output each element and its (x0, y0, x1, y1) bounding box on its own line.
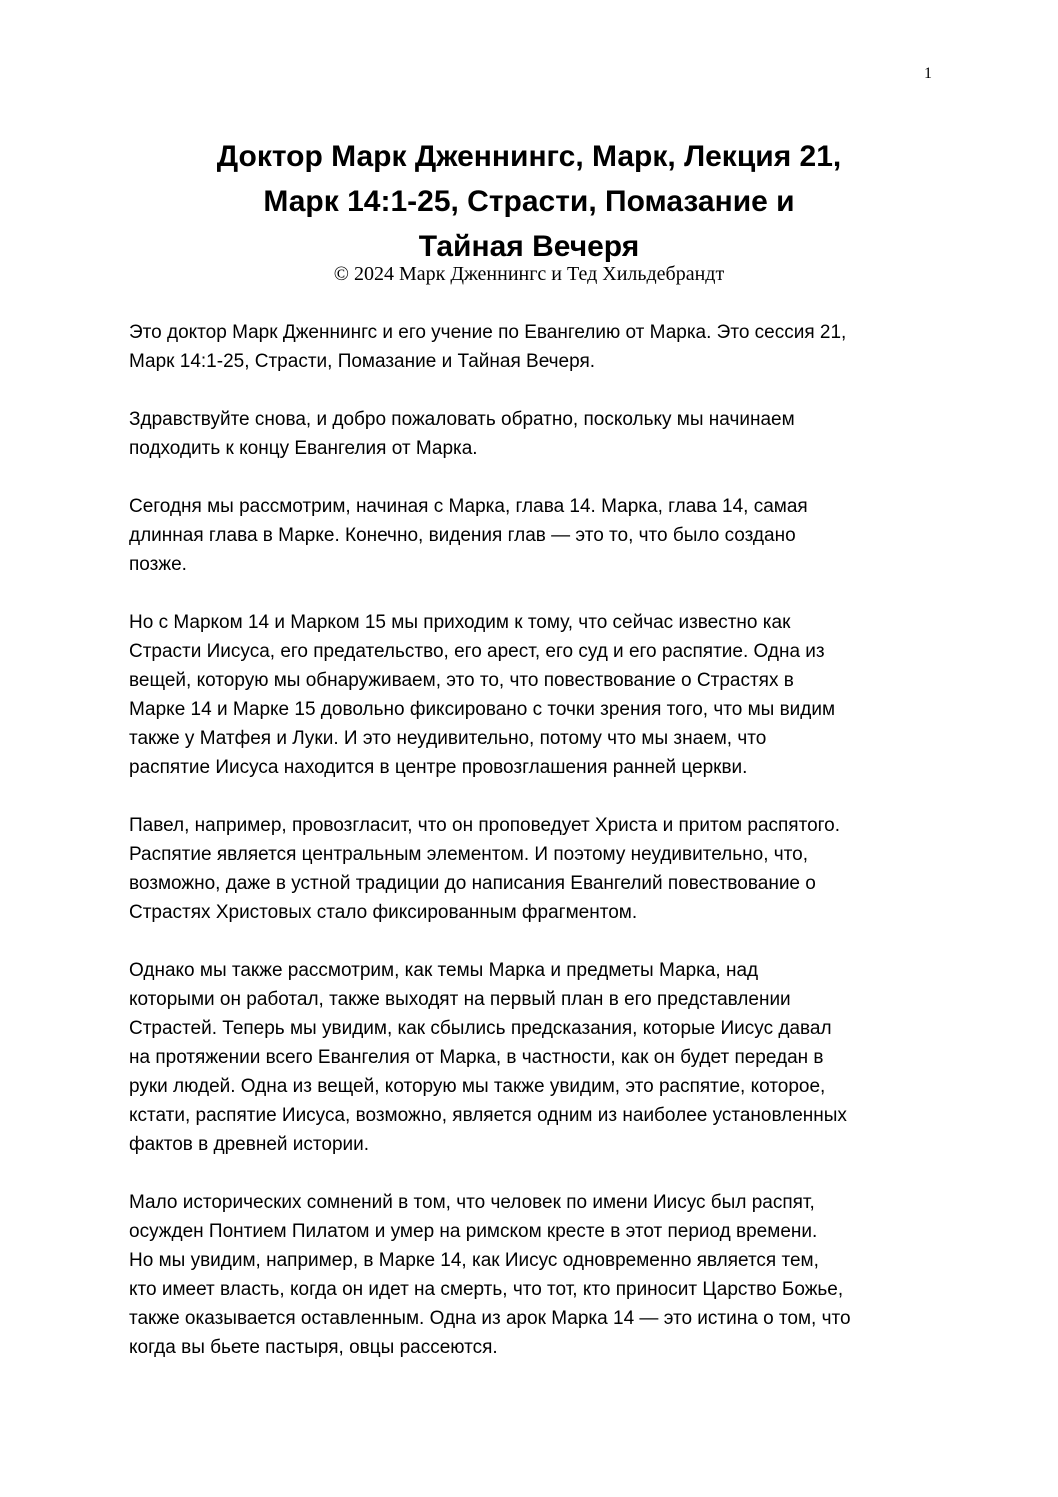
text-line: позже. (129, 554, 187, 575)
paragraph (129, 956, 939, 1159)
text-line: Распятие является центральным элементом. И поэтому неудивительно, что, (129, 844, 808, 865)
text-line: Но с Марком 14 и Марком 15 мы приходим к тому, что сейчас известно как (129, 612, 791, 633)
text-line: осужден Понтием Пилатом и умер на римском кресте в этот период времени. (129, 1221, 818, 1242)
text-line: вещей, которую мы обнаруживаем, это то, что повествование о Страстях в (129, 670, 794, 691)
page-number: 1 (924, 65, 932, 82)
text-line: Мало исторических сомнений в том, что человек по имени Иисус был распят, (129, 1192, 815, 1213)
text-line: которыми он работал, также выходят на первый план в его представлении (129, 989, 791, 1010)
lecture-body (129, 318, 939, 1391)
text-line: Страстей. Теперь мы увидим, как сбылись предсказания, которые Иисус давал (129, 1018, 832, 1039)
paragraph (129, 811, 939, 927)
text-line: возможно, даже в устной традиции до написания Евангелий повествование о (129, 873, 816, 894)
text-line: Сегодня мы рассмотрим, начиная с Марка, глава 14. Марка, глава 14, самая (129, 496, 808, 517)
text-line: Марк 14:1-25, Страсти, Помазание и Тайная Вечеря. (129, 351, 596, 372)
text-line: также оказывается оставленным. Одна из арок Марка 14 — это истина о том, что (129, 1308, 851, 1329)
paragraph (129, 318, 939, 376)
title-line: Тайная Вечеря (418, 230, 640, 263)
paragraph (129, 608, 939, 782)
text-line: длинная глава в Марке. Конечно, видения глав — это то, что было создано (129, 525, 796, 546)
text-line: фактов в древней истории. (129, 1134, 370, 1155)
text-line: Однако мы также рассмотрим, как темы Марка и предметы Марка, над (129, 960, 759, 981)
text-line: распятие Иисуса находится в центре провозглашения ранней церкви. (129, 757, 748, 778)
text-line: Здравствуйте снова, и добро пожаловать обратно, поскольку мы начинаем (129, 409, 795, 430)
text-line: также у Матфея и Луки. И это неудивительно, потому что мы знаем, что (129, 728, 767, 749)
text-line: Это доктор Марк Дженнингс и его учение по Евангелию от Марка. Это сессия 21, (129, 322, 847, 343)
text-line: Марке 14 и Марке 15 довольно фиксировано с точки зрения того, что мы видим (129, 699, 836, 720)
text-line: Страстях Христовых стало фиксированным фрагментом. (129, 902, 638, 923)
text-line: на протяжении всего Евангелия от Марка, в частности, как он будет передан в (129, 1047, 824, 1068)
title-line: Доктор Марк Дженнингс, Марк, Лекция 21, (216, 140, 842, 173)
paragraph (129, 1188, 939, 1362)
title-block (129, 134, 929, 288)
text-line: когда вы бьете пастыря, овцы рассеются. (129, 1337, 498, 1358)
text-line: Павел, например, провозгласит, что он проповедует Христа и притом распятого. (129, 815, 841, 836)
text-line: подходить к концу Евангелия от Марка. (129, 438, 478, 459)
text-line: руки людей. Одна из вещей, которую мы также увидим, это распятие, которое, (129, 1076, 826, 1097)
copyright-line: © 2024 Марк Дженнингс и Тед Хильдебрандт (333, 263, 725, 285)
document-title (129, 134, 929, 269)
paragraph (129, 492, 939, 579)
text-line: Страсти Иисуса, его предательство, его арест, его суд и его распятие. Одна из (129, 641, 825, 662)
text-line: Но мы увидим, например, в Марке 14, как Иисус одновременно является тем, (129, 1250, 819, 1271)
text-line: кстати, распятие Иисуса, возможно, является одним из наиболее установленных (129, 1105, 847, 1126)
text-line: кто имеет власть, когда он идет на смерть, что тот, кто приносит Царство Божье, (129, 1279, 844, 1300)
paragraph (129, 405, 939, 463)
title-line: Марк 14:1-25, Страсти, Помазание и (263, 185, 795, 218)
